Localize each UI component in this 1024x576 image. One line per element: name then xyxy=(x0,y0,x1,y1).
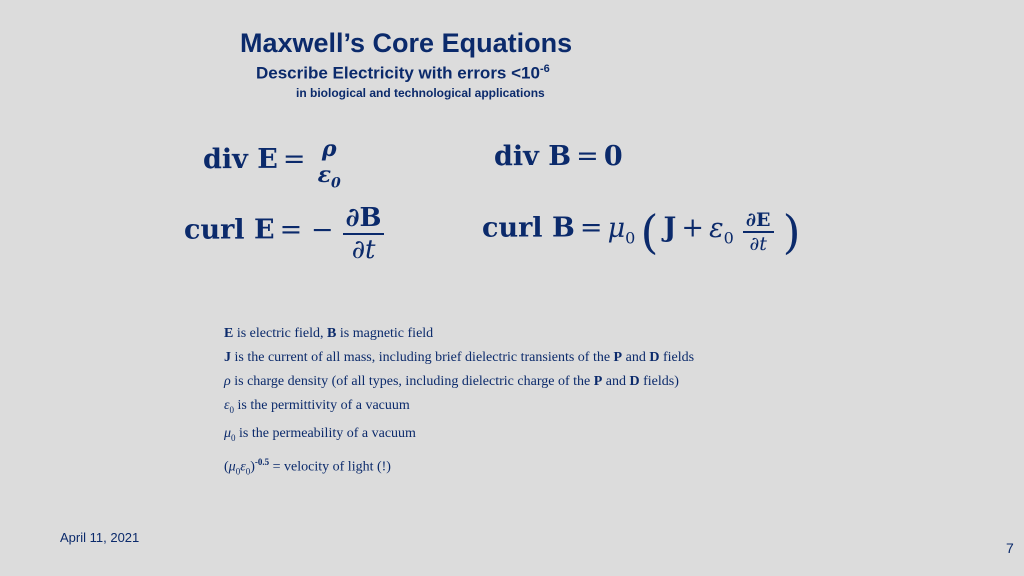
ampere-open-paren: ( xyxy=(640,205,659,259)
def-c-eps-sub: 0 xyxy=(245,466,251,477)
def-mu-sub: 0 xyxy=(231,432,236,443)
def-rho-end: fields) xyxy=(639,374,679,389)
definition-permeability xyxy=(224,422,694,450)
slide-title: Maxwell’s Core Equations xyxy=(240,28,573,58)
faraday-denominator: ∂t xyxy=(343,233,385,265)
definition-fields xyxy=(224,322,694,346)
def-c-mu-sub: 0 xyxy=(235,466,241,477)
def-c-mu: μ xyxy=(228,459,236,475)
ampere-fraction xyxy=(743,209,774,255)
ampere-mu xyxy=(607,212,636,247)
def-rho-and: and xyxy=(602,374,630,389)
faraday-lhs: curl E xyxy=(184,214,275,246)
def-b-symbol: B xyxy=(327,326,337,341)
definition-light-speed xyxy=(224,450,694,483)
equation-ampere-maxwell xyxy=(482,205,801,259)
def-b-text: is magnetic field xyxy=(336,326,434,341)
def-eps-symbol: ε xyxy=(224,398,230,413)
def-mu-text: is the permeability of a vacuum xyxy=(235,425,416,441)
equation-faraday xyxy=(184,203,388,265)
def-rho-symbol: ρ xyxy=(224,374,231,389)
ampere-close-paren: ) xyxy=(782,205,801,259)
ampere-eps xyxy=(709,212,734,247)
def-j-d: D xyxy=(649,350,660,365)
ampere-denominator: ∂t xyxy=(743,231,774,255)
gauss-e-equals: = xyxy=(282,144,306,176)
ampere-mu-sub: 0 xyxy=(625,227,636,247)
ampere-numerator: ∂E xyxy=(745,209,771,231)
gauss-b-equals: = xyxy=(576,141,599,172)
faraday-fraction xyxy=(343,203,385,265)
definition-charge-density xyxy=(224,370,694,394)
ampere-mu-symbol: μ xyxy=(607,212,626,244)
def-c-text: = velocity of light (!) xyxy=(269,459,391,475)
gauss-b-rhs: 0 xyxy=(603,141,623,172)
def-c-open: ( xyxy=(224,459,229,475)
footer-date: April 11, 2021 xyxy=(60,530,140,545)
definition-permittivity xyxy=(224,394,694,422)
def-eps-text: is the permittivity of a vacuum xyxy=(234,398,410,413)
gauss-e-denominator xyxy=(315,162,344,191)
gauss-e-numerator: ρ xyxy=(321,136,337,162)
def-j-text: is the current of all mass, including brief dielectric transients of the xyxy=(231,350,614,365)
ampere-equals: = xyxy=(579,212,603,244)
def-rho-d: D xyxy=(629,374,640,389)
def-mu-symbol: μ xyxy=(224,425,232,441)
subtitle-text: Describe Electricity with errors <10 xyxy=(256,63,540,83)
page-number: 7 xyxy=(1006,540,1014,556)
definitions-list xyxy=(224,322,694,483)
ampere-plus: + xyxy=(681,212,704,244)
ampere-eps-symbol: ε xyxy=(709,212,724,244)
gauss-e-den-symbol: ε xyxy=(317,162,331,188)
gauss-b-lhs: div B xyxy=(494,141,572,172)
def-c-eps: ε xyxy=(240,459,246,475)
def-j-symbol: J xyxy=(224,350,231,365)
definition-current xyxy=(224,346,694,370)
def-e-text: is electric field, xyxy=(233,326,328,341)
def-e-symbol: E xyxy=(224,326,234,341)
def-j-and: and xyxy=(622,350,650,365)
def-c-exponent: -0.5 xyxy=(254,456,270,467)
def-j-p: P xyxy=(613,350,623,365)
ampere-eps-sub: 0 xyxy=(723,227,734,247)
subtitle-exponent: -6 xyxy=(539,63,550,75)
ampere-lhs: curl B xyxy=(482,212,575,244)
def-rho-text: is charge density (of all types, including dielectric charge of the xyxy=(230,374,594,389)
gauss-e-lhs: div E xyxy=(203,144,278,176)
def-eps-sub: 0 xyxy=(229,404,235,415)
def-j-end: fields xyxy=(659,350,695,365)
equation-gauss-electric xyxy=(203,136,348,191)
gauss-e-den-sub: 0 xyxy=(331,175,341,192)
ampere-j: J xyxy=(663,212,677,244)
slide-subtitle-secondary: in biological and technological applications xyxy=(296,86,545,100)
def-c-close: ) xyxy=(250,459,255,475)
equation-gauss-magnetic xyxy=(494,141,623,172)
faraday-numerator: ∂B xyxy=(345,203,382,233)
slide-subtitle xyxy=(256,63,550,84)
gauss-e-fraction xyxy=(315,136,344,191)
faraday-equals: = − xyxy=(279,214,334,246)
def-rho-p: P xyxy=(593,374,603,389)
